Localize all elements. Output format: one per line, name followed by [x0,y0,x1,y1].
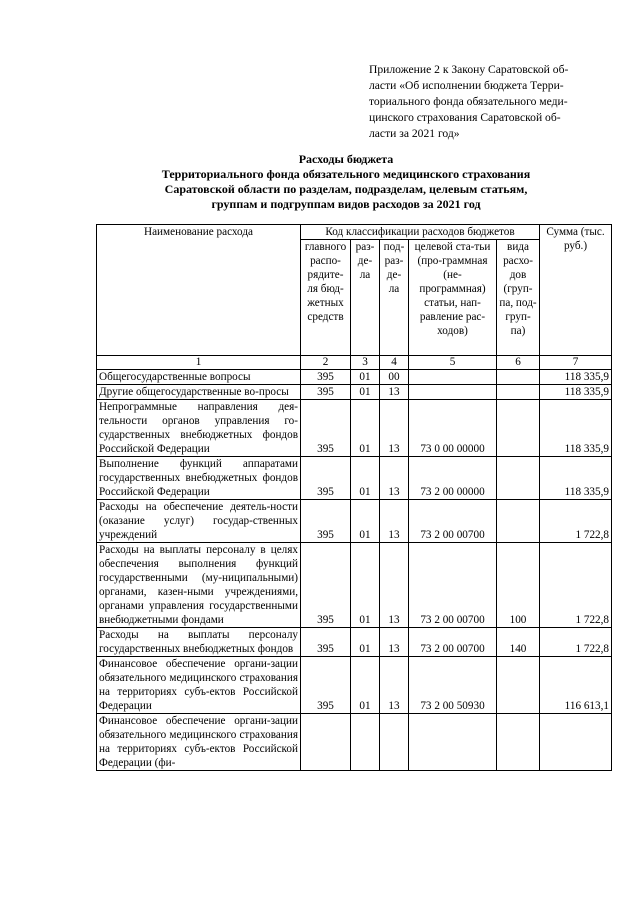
cell-sum: 118 335,9 [540,457,612,500]
title-line: Территориального фонда обязательного медицинского страхования [161,167,531,181]
cell-admin: 395 [301,370,351,385]
cell-vid [497,657,540,714]
cell-vid: 100 [497,543,540,628]
cell-podrazdel: 13 [380,628,409,657]
cell-sum: 118 335,9 [540,400,612,457]
header-razdel: раз-де-ла [351,240,380,356]
header-sum: Сумма (тыс. руб.) [540,225,612,356]
cell-admin: 395 [301,457,351,500]
cell-podrazdel: 13 [380,400,409,457]
annex-line: ласти «Об исполнении бюджета Терри- [369,79,564,92]
header-vid: вида расхо-дов (груп-па, под-груп-па) [497,240,540,356]
title-line: Расходы бюджета [298,152,394,166]
header-podrazdel: под-раз-де-ла [380,240,409,356]
cell-target [409,385,497,400]
cell-sum [540,714,612,771]
cell-admin: 395 [301,628,351,657]
cell-vid [497,370,540,385]
column-number: 6 [497,356,540,370]
cell-target [409,714,497,771]
header-name: Наименование расхода [97,225,301,356]
cell-target: 73 2 00 00700 [409,628,497,657]
cell-target: 73 2 00 00700 [409,543,497,628]
column-number: 7 [540,356,612,370]
table-row [97,500,612,543]
cell-razdel: 01 [351,628,380,657]
cell-admin: 395 [301,543,351,628]
cell-name: Другие общегосударственные во-просы [97,385,301,400]
cell-sum: 116 613,1 [540,657,612,714]
cell-vid: 140 [497,628,540,657]
cell-vid [497,400,540,457]
cell-podrazdel [380,714,409,771]
cell-name: Расходы на выплаты персоналу государственных внебюджетных фондов [97,628,301,657]
column-number: 1 [97,356,301,370]
cell-name: Непрограммные направления дея-тельности органов управления го-сударственных внебюджетных фондов Российской Федерации [97,400,301,457]
column-number: 2 [301,356,351,370]
cell-razdel: 01 [351,543,380,628]
cell-admin [301,714,351,771]
cell-admin: 395 [301,657,351,714]
header-code-group: Код классификации расходов бюджетов [301,225,540,240]
cell-podrazdel: 13 [380,500,409,543]
cell-podrazdel: 13 [380,385,409,400]
title-line: группам и подгруппам видов расходов за 2021 год [211,197,481,211]
table-row [97,370,612,385]
cell-sum: 1 722,8 [540,628,612,657]
table-row [97,657,612,714]
cell-admin: 395 [301,385,351,400]
cell-razdel: 01 [351,657,380,714]
cell-vid [497,714,540,771]
column-number-row [97,356,612,370]
cell-razdel [351,714,380,771]
cell-target: 73 2 00 00700 [409,500,497,543]
column-number: 3 [351,356,380,370]
cell-podrazdel: 13 [380,657,409,714]
table-row [97,385,612,400]
cell-sum: 118 335,9 [540,385,612,400]
cell-sum: 1 722,8 [540,500,612,543]
column-number: 5 [409,356,497,370]
cell-razdel: 01 [351,385,380,400]
title-line: Саратовской области по разделам, подразделам, целевым статьям, [164,182,528,196]
cell-sum: 1 722,8 [540,543,612,628]
annex-line: Приложение 2 к Закону Саратовской об- [369,63,569,76]
table-header-row [97,225,612,240]
document-title [96,152,596,212]
header-target: целевой ста-тьи (про-граммная (не-программная) статьи, нап-равление рас-ходов) [409,240,497,356]
cell-name: Финансовое обеспечение органи-зации обязательного медицинского страхования на территориях субъ-ектов Российской Федерации [97,657,301,714]
annex-line: ториального фонда обязательного меди- [369,95,568,108]
cell-target: 73 2 00 50930 [409,657,497,714]
cell-name: Финансовое обеспечение органи-зации обязательного медицинского страхования на территориях субъ-ектов Российской Федерации (фи- [97,714,301,771]
cell-razdel: 01 [351,370,380,385]
table-row [97,714,612,771]
cell-target: 73 2 00 00000 [409,457,497,500]
cell-vid [497,385,540,400]
annex-line: цинского страхования Саратовской об- [369,111,561,124]
table-row [97,457,612,500]
cell-name: Расходы на обеспечение деятель-ности (оказание услуг) государ-ственных учреждений [97,500,301,543]
annex-line: ласти за 2021 год» [369,127,460,140]
table-row [97,543,612,628]
annex-note [369,62,599,142]
table-row [97,400,612,457]
cell-admin: 395 [301,400,351,457]
column-number: 4 [380,356,409,370]
cell-sum: 118 335,9 [540,370,612,385]
cell-name: Расходы на выплаты персоналу в целях обеспечения выполнения функций государственными (му-ниципальными) органами, казен-ными учреждениями, органами управления государственными внебюджетными фондами [97,543,301,628]
cell-target: 73 0 00 00000 [409,400,497,457]
cell-razdel: 01 [351,400,380,457]
cell-razdel: 01 [351,500,380,543]
table-row [97,628,612,657]
cell-admin: 395 [301,500,351,543]
expenses-table [96,224,612,771]
cell-target [409,370,497,385]
cell-podrazdel: 13 [380,457,409,500]
cell-name: Общегосударственные вопросы [97,370,301,385]
cell-vid [497,457,540,500]
cell-podrazdel: 00 [380,370,409,385]
cell-name: Выполнение функций аппаратами государственных внебюджетных фондов Российской Федерации [97,457,301,500]
header-admin: главного распо-рядите-ля бюд-жетных средств [301,240,351,356]
cell-vid [497,500,540,543]
cell-razdel: 01 [351,457,380,500]
cell-podrazdel: 13 [380,543,409,628]
